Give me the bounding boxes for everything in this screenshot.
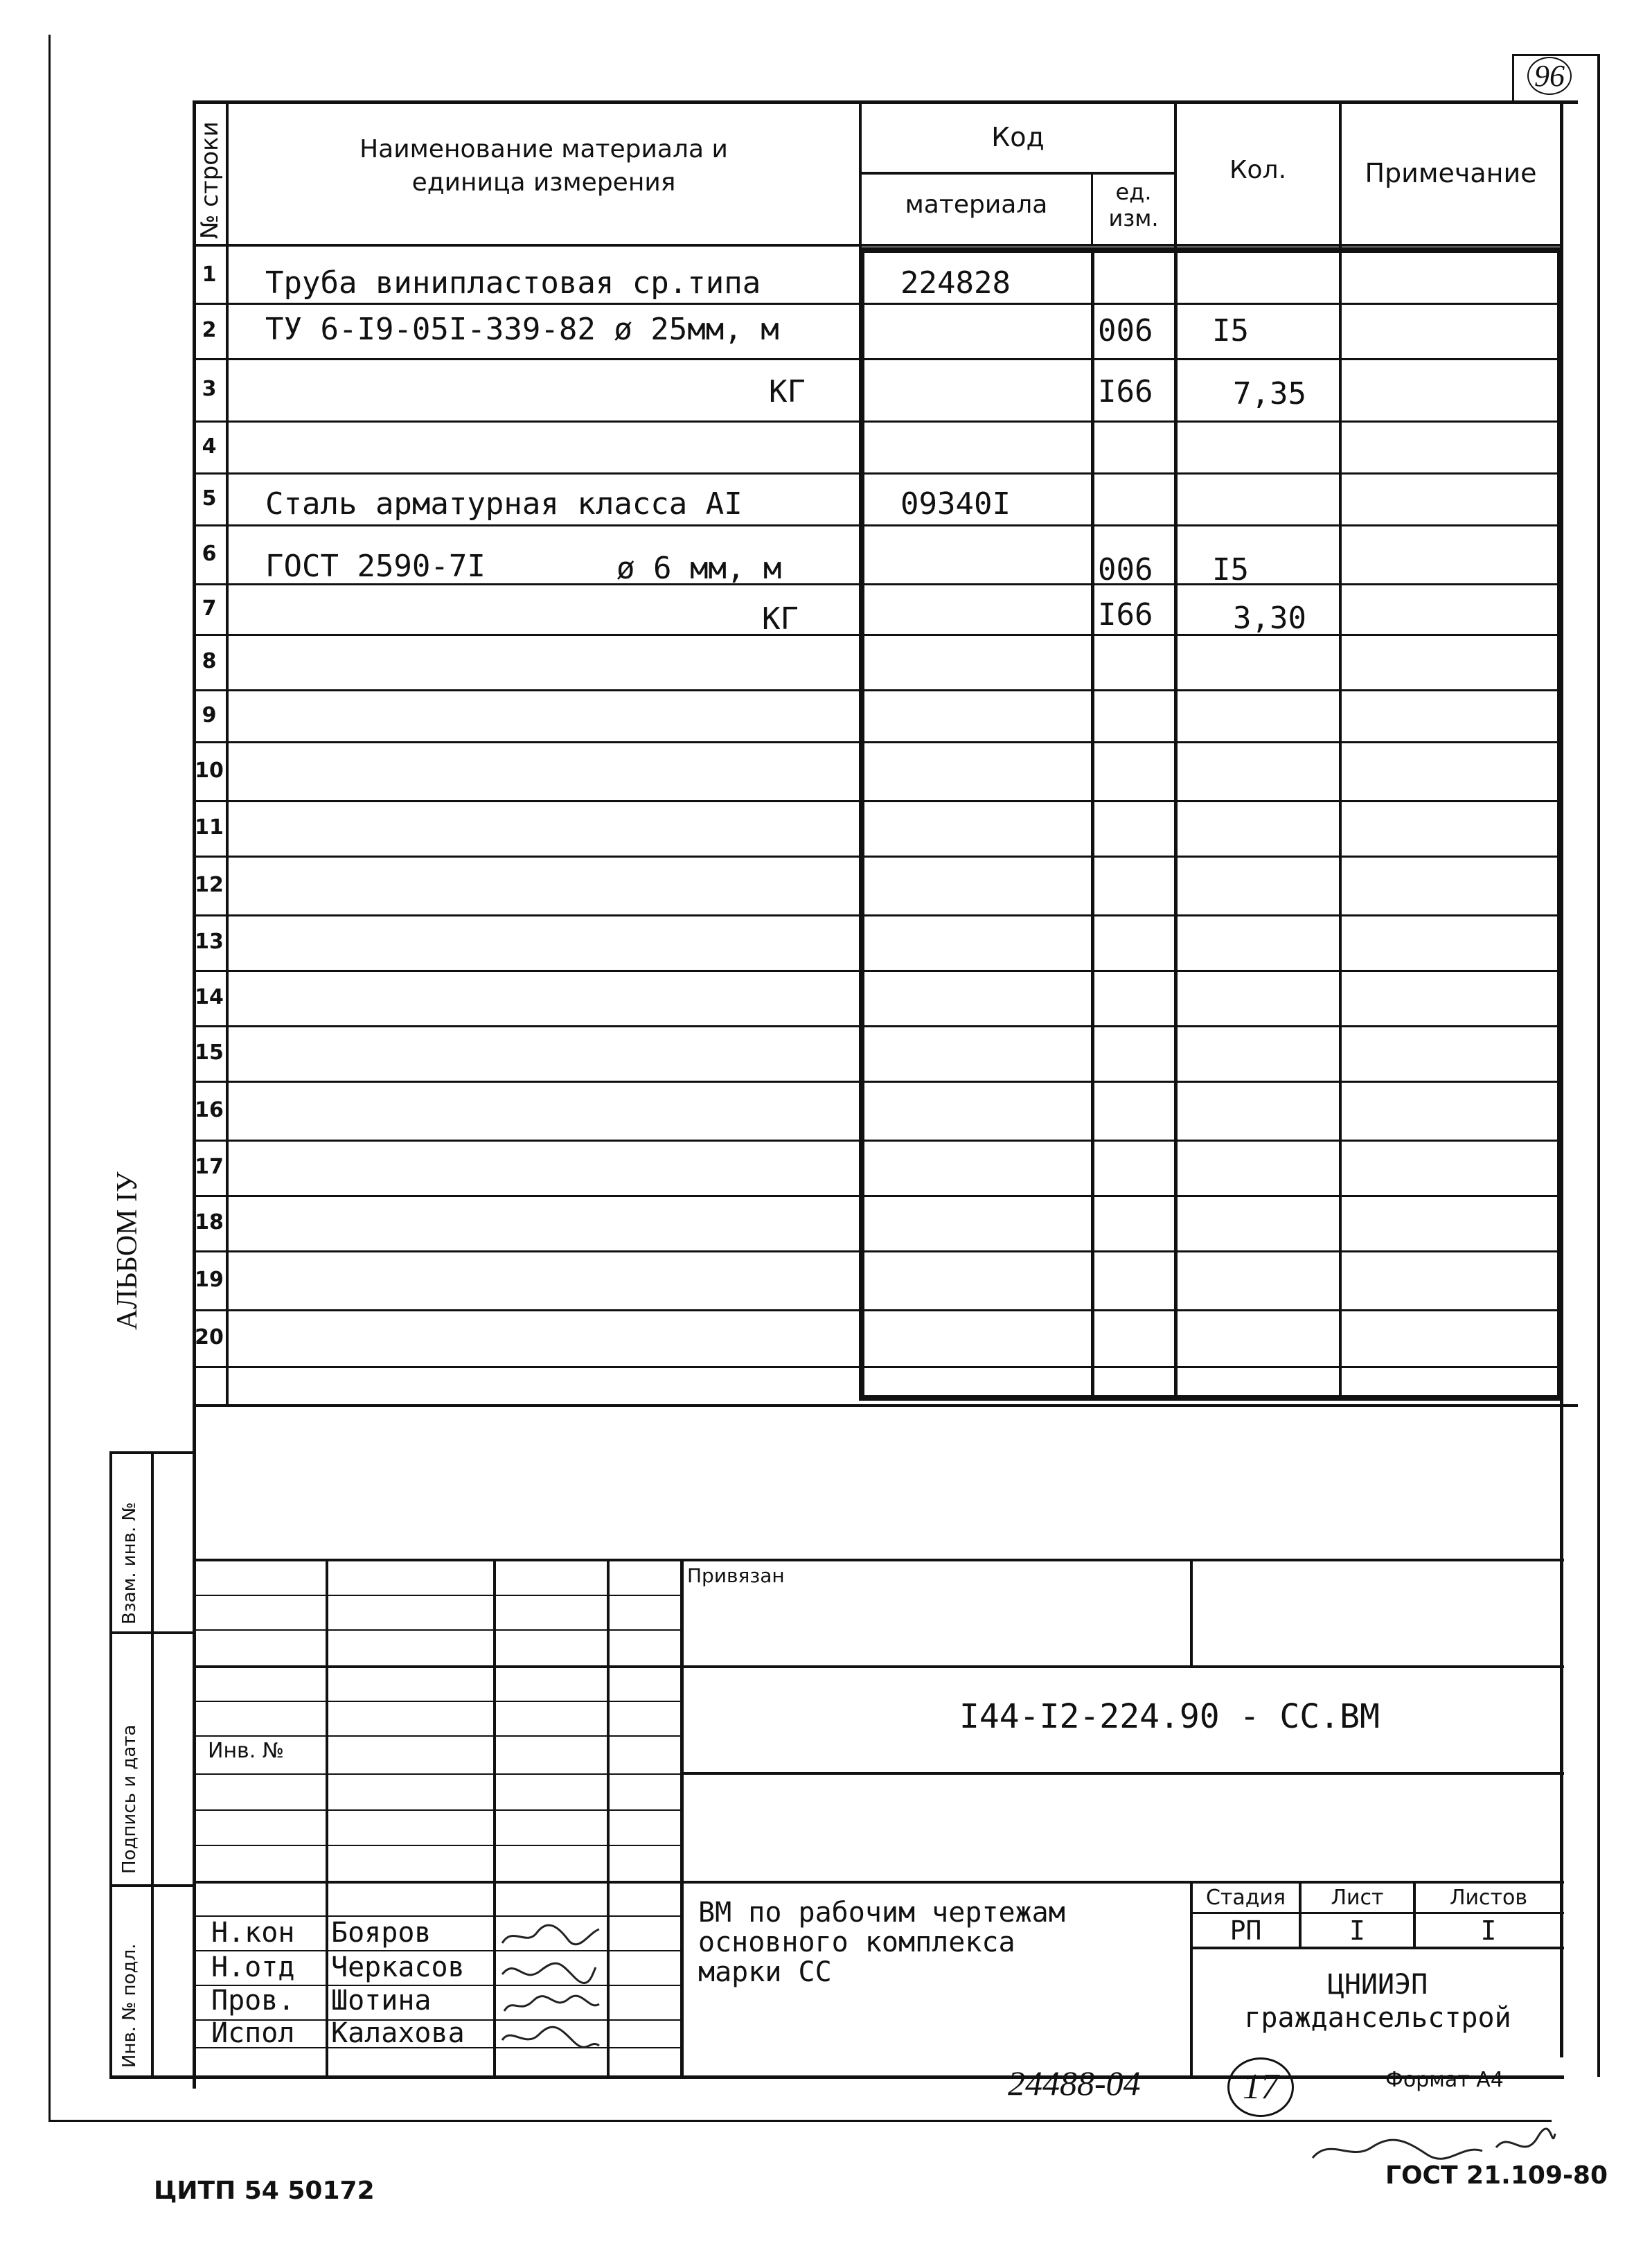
row-line [193, 358, 1561, 360]
row-line [193, 856, 1561, 858]
header-bottom-border [193, 244, 1563, 247]
staff-role-1: Н.кон [211, 1917, 295, 1949]
row-number: 3 [202, 377, 217, 401]
tb-sheet-label: Лист [1331, 1886, 1384, 1910]
row-number: 13 [195, 930, 224, 954]
footer-handwritten-no: 24488-04 [1008, 2064, 1141, 2102]
row-line [193, 1081, 1561, 1083]
table-body-bottom [193, 1404, 1578, 1407]
signature-4 [499, 2019, 603, 2054]
side-strip-inner [151, 1451, 154, 2078]
row-line [193, 1309, 1561, 1311]
row-1-name: Труба винипластовая ср.типа [265, 265, 761, 301]
row-1-code: 224828 [900, 265, 1011, 301]
signature-2 [499, 1954, 603, 1988]
row-line [193, 800, 1561, 802]
row-number: 8 [202, 649, 217, 673]
row-5-code: 09340I [900, 486, 1011, 522]
row-line [193, 1140, 1561, 1142]
side-vzam: Взам. инв. № [119, 1502, 140, 1624]
row-line [193, 420, 1561, 423]
row-3-qty: 7,35 [1233, 376, 1306, 411]
header-unit-line1: ед. [1115, 179, 1152, 205]
tb-org-line2: граждансельстрой [1244, 2002, 1511, 2034]
staff-role-3: Пров. [211, 1985, 295, 2017]
row-number: 4 [202, 434, 217, 459]
row-line [193, 1366, 1561, 1368]
row-number: 15 [195, 1040, 224, 1065]
header-qty: Кол. [1229, 156, 1287, 184]
tb-col-d [680, 1559, 684, 2078]
frame-right-line [1597, 54, 1600, 2077]
row-number: 16 [195, 1097, 224, 1122]
staff-name-4: Калахова [331, 2017, 465, 2049]
row-line [193, 303, 1561, 305]
row-line [193, 970, 1561, 972]
row-6-qty: I5 [1212, 552, 1249, 587]
tb-h3 [682, 1772, 1564, 1775]
header-code-split [859, 172, 1176, 175]
row-6-unit: 006 [1098, 552, 1153, 587]
row-number: 20 [195, 1325, 224, 1349]
row-6-name2: ø 6 мм, м [616, 551, 782, 586]
row-7-name: КГ [762, 601, 799, 637]
row-number: 7 [202, 596, 217, 621]
tb-col-c [607, 1559, 610, 2078]
tb-col-a [326, 1559, 328, 2078]
tb-h2 [196, 1665, 1564, 1668]
side-podpis: Подпись и дата [119, 1724, 140, 1874]
row-2-name: ТУ 6-I9-05I-339-82 ø 25мм, м [265, 312, 779, 347]
staff-name-3: Шотина [331, 1985, 432, 2017]
row-line [193, 914, 1561, 916]
row-number: 10 [195, 758, 224, 783]
row-number: 1 [202, 263, 217, 287]
row-number: 12 [195, 872, 224, 897]
tb-stage-label: Стадия [1205, 1886, 1286, 1910]
row-line [193, 1250, 1561, 1252]
row-2-qty: I5 [1212, 313, 1249, 348]
album-text: АЛЬБОМ IУ [112, 1171, 143, 1330]
table-top-border [193, 100, 1578, 104]
row-line [193, 741, 1561, 743]
header-name-line2: единица измерения [411, 168, 676, 197]
tb-stage-row2 [1190, 1947, 1564, 1949]
footer-tsitp: ЦИТП 54 50172 [154, 2177, 375, 2205]
row-number: 9 [202, 702, 217, 727]
tb-desc-line1: ВМ по рабочим чертежам [698, 1897, 1065, 1929]
tb-privyazan: Привязан [687, 1564, 785, 1587]
row-3-name: КГ [769, 374, 806, 409]
page-number: 96 [1527, 57, 1572, 95]
row-number: 17 [195, 1155, 224, 1179]
header-name-line1: Наименование материала и [359, 135, 728, 163]
frame-bottom-line [48, 2120, 1552, 2122]
row-number: 5 [202, 486, 217, 511]
row-number: 19 [195, 1267, 224, 1292]
row-6-name: ГОСТ 2590-7I [265, 549, 486, 584]
tb-h4 [196, 1881, 1564, 1884]
album-label [111, 1136, 159, 1413]
footer-circled-no: 17 [1227, 2057, 1294, 2117]
tb-desc-line3: марки СС [698, 1956, 832, 1988]
staff-name-2: Черкасов [331, 1951, 465, 1983]
row-line [193, 524, 1561, 526]
side-strip-left [109, 1451, 112, 2078]
tb-sheets: I [1480, 1915, 1497, 1946]
page-number-box-left [1512, 54, 1514, 104]
row-number: 2 [202, 318, 217, 342]
row-number: 18 [195, 1210, 224, 1234]
tb-inv-no: Инв. № [208, 1739, 285, 1763]
tb-doc-code: I44-I2-224.90 - СС.ВМ [959, 1697, 1380, 1736]
row-7-unit: I66 [1098, 597, 1153, 632]
header-unit-line2: изм. [1108, 205, 1159, 231]
row-line [193, 634, 1561, 636]
footer-gost: ГОСТ 21.109-80 [1385, 2161, 1608, 2190]
row-3-unit: I66 [1098, 374, 1153, 409]
side-strip-div2 [109, 1884, 196, 1887]
side-strip-div1 [109, 1631, 196, 1634]
row-5-name: Сталь арматурная класса AI [265, 486, 743, 522]
row-7-qty: 3,30 [1233, 601, 1306, 636]
tb-sheet: I [1349, 1915, 1365, 1946]
tb-top [196, 1559, 1564, 1561]
row-number: 6 [202, 541, 217, 566]
tb-desc-line2: основного комплекса [698, 1926, 1015, 1958]
tb-stage: РП [1229, 1915, 1262, 1946]
header-code: Код [991, 122, 1045, 152]
staff-role-4: Испол [211, 2017, 295, 2049]
tb-privyazan-div [1190, 1559, 1193, 1667]
tb-stage-row1 [1190, 1912, 1564, 1914]
header-note: Примечание [1365, 158, 1537, 188]
frame-left-line [48, 35, 51, 2121]
row-2-unit: 006 [1098, 313, 1153, 348]
tb-sheets-label: Листов [1449, 1886, 1528, 1910]
staff-role-2: Н.отд [211, 1951, 295, 1983]
rownum-col-divider [226, 100, 229, 1406]
staff-name-1: Бояров [331, 1917, 432, 1949]
page-number-box-top [1512, 54, 1600, 56]
signature-1 [499, 1919, 603, 1954]
row-line [193, 472, 1561, 475]
footer-format: Формат A4 [1385, 2068, 1504, 2092]
tb-org-line1: ЦНИИЭП [1327, 1969, 1428, 2001]
row-line [193, 1195, 1561, 1197]
header-row-no: № строки [196, 121, 224, 239]
row-number: 14 [195, 985, 224, 1009]
signature-3 [499, 1987, 603, 2021]
row-number: 11 [195, 815, 224, 840]
side-inv-podl: Инв. № подл. [119, 1943, 140, 2068]
row-line [193, 1025, 1561, 1027]
tb-col-b [493, 1559, 496, 2078]
row-line [193, 689, 1561, 691]
header-material: материала [905, 191, 1048, 219]
